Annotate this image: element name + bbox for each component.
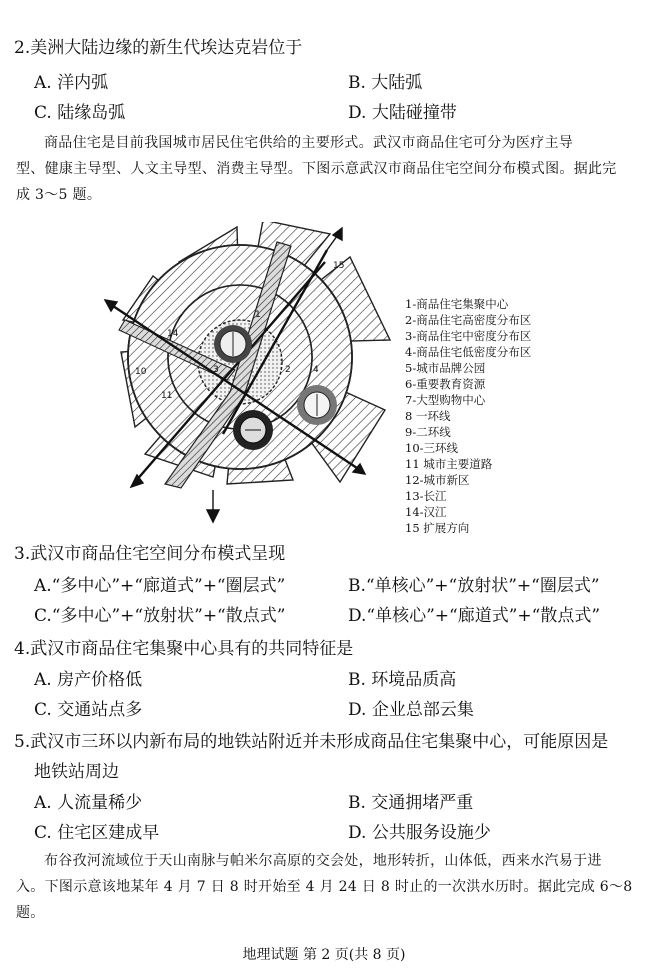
option-5c: C. 住宅区建成早: [34, 823, 160, 843]
concentration-center-east: [297, 385, 337, 425]
option-2b: B. 大陆弧: [348, 73, 423, 93]
question-5-stem-line2: 地铁站周边: [34, 762, 119, 782]
legend-item: 10-三环线: [405, 441, 459, 455]
option-4d: D. 企业总部云集: [348, 700, 474, 720]
map-label-15: 15: [333, 261, 345, 271]
question-5-stem-line1: 5.武汉市三环以内新布局的地铁站附近并未形成商品住宅集聚中心，可能原因是: [14, 732, 609, 752]
intro1-line2: 型、健康主导型、人文主导型、消费主导型。下图示意武汉市商品住宅空间分布模式图。据此完: [16, 161, 617, 177]
figure-legend: [405, 296, 531, 536]
option-5d: D. 公共服务设施少: [348, 823, 491, 843]
legend-item: 7-大型购物中心: [405, 393, 486, 407]
option-4a: A. 房产价格低: [34, 670, 143, 690]
legend-item: 1-商品住宅集聚中心: [405, 297, 509, 311]
legend-item: 11 城市主要道路: [405, 457, 493, 471]
option-4c: C. 交通站点多: [34, 700, 143, 720]
concentration-center-south: [233, 410, 273, 450]
legend-item: 9-二环线: [405, 425, 451, 439]
concentration-center-west: [214, 325, 252, 363]
legend-item: 2-商品住宅高密度分布区: [405, 313, 532, 327]
map-label-2: 2: [285, 365, 291, 375]
intro1-line3: 成 3～5 题。: [16, 187, 102, 203]
legend-item: 5-城市品牌公园: [405, 361, 486, 375]
intro2-line3: 题。: [16, 905, 45, 921]
legend-item: 13-长江: [405, 489, 447, 503]
option-4b: B. 环境品质高: [348, 670, 457, 690]
question-2-stem: 2.美洲大陆边缘的新生代埃达克岩位于: [14, 38, 303, 58]
map-label-3: 3: [213, 365, 219, 375]
legend-item: 4-商品住宅低密度分布区: [405, 345, 532, 359]
option-2a: A. 洋内弧: [34, 73, 109, 93]
intro1-line1: 商品住宅是目前我国城市居民住宅供给的主要形式。武汉市商品住宅可分为医疗主导: [44, 135, 574, 151]
intro-paragraph-2: [16, 848, 636, 926]
option-2d: D. 大陆碰撞带: [348, 103, 457, 123]
option-3b: B.“单核心”+“放射状”+“圈层式”: [348, 576, 600, 596]
map-label-11: 11: [161, 391, 173, 401]
map-label-10: 10: [135, 367, 147, 377]
map-label-1: 1: [255, 310, 261, 320]
intro2-line1: 布谷孜河流域位于天山南脉与帕米尔高原的交会处，地形转折，山体低，西来水汽易于进: [44, 853, 602, 869]
legend-item: 14-汉江: [405, 505, 447, 519]
legend-item: 8 一环线: [405, 409, 451, 423]
legend-item: 3-商品住宅中密度分布区: [405, 329, 532, 343]
option-3c: C.“多中心”+“放射状”+“散点式”: [34, 606, 286, 626]
legend-item: 15 扩展方向: [405, 521, 470, 535]
legend-item: 6-重要教育资源: [405, 377, 486, 391]
page-footer: 地理试题 第 2 页(共 8 页): [242, 947, 406, 963]
option-5a: A. 人流量稀少: [34, 793, 143, 813]
question-4-stem: 4.武汉市商品住宅集聚中心具有的共同特征是: [14, 639, 354, 659]
option-2c: C. 陆缘岛弧: [34, 103, 126, 123]
question-3-stem: 3.武汉市商品住宅空间分布模式呈现: [14, 544, 286, 564]
option-3d: D.“单核心”+“廊道式”+“散点式”: [348, 606, 601, 626]
map-label-4: 4: [313, 365, 319, 375]
option-5b: B. 交通拥堵严重: [348, 793, 474, 813]
map-label-14: 14: [167, 329, 179, 339]
legend-item: 12-城市新区: [405, 473, 470, 487]
intro-paragraph-1: [16, 130, 636, 208]
intro2-line2: 入。下图示意该地某年 4 月 7 日 8 时开始至 4 月 24 日 8 时止的一次洪水历时。据此完成 6～8: [16, 879, 633, 895]
option-3a: A.“多中心”+“廊道式”+“圈层式”: [34, 576, 286, 596]
